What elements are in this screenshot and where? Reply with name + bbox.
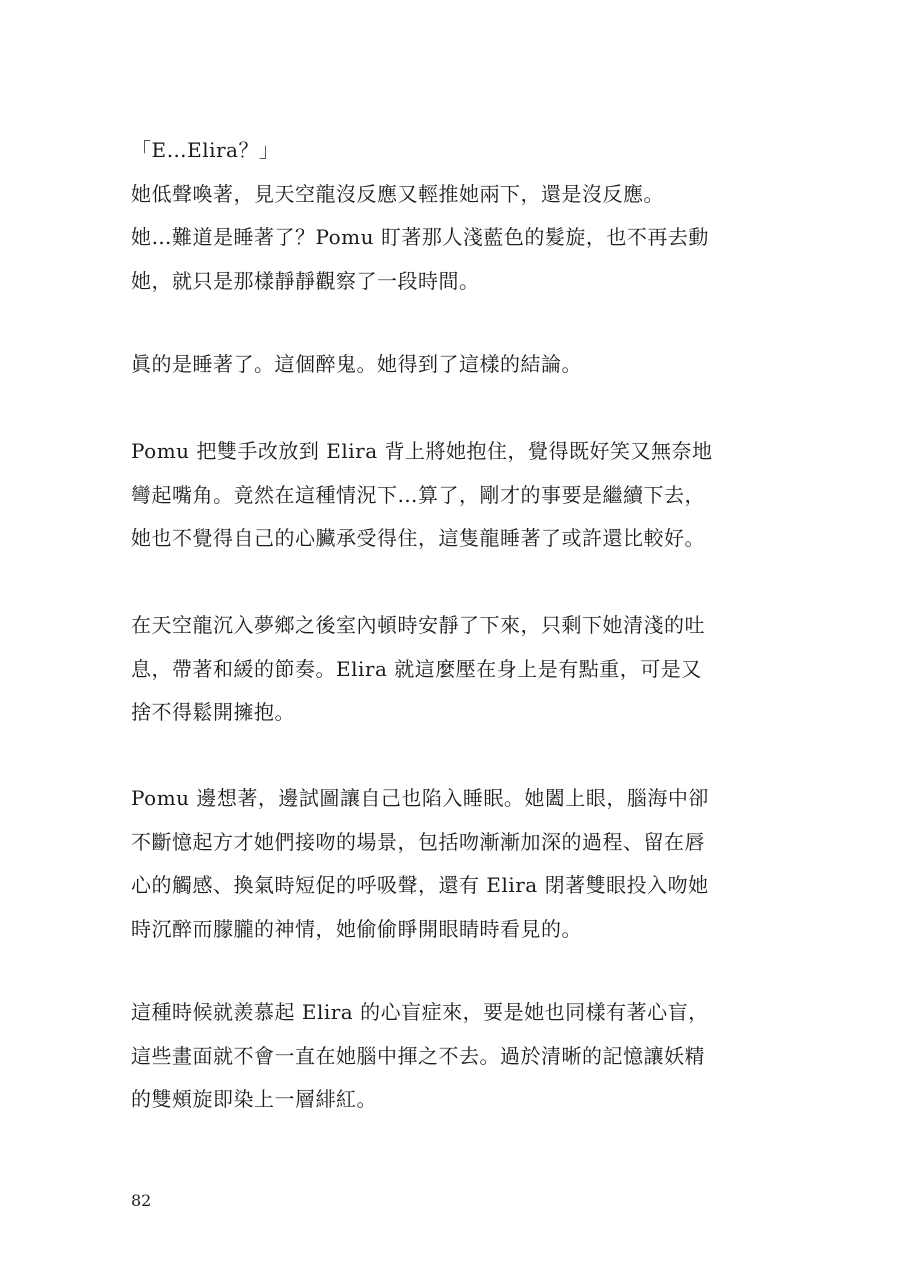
- text-line: 在天空龍沉入夢鄉之後室內頓時安靜了下來，只剩下她清淺的吐: [131, 613, 705, 637]
- paragraph-1: [131, 129, 751, 303]
- text-line: Pomu 把雙手改放到 Elira 背上將她抱住，覺得既好笑又無奈地: [131, 439, 713, 463]
- text-line: Pomu 邊想著，邊試圖讓自己也陷入睡眠。她闔上眼，腦海中卻: [131, 786, 709, 810]
- text-line: 息，帶著和緩的節奏。Elira 就這麼壓在身上是有點重，可是又: [131, 656, 702, 681]
- text-line: 這些畫面就不會一直在她腦中揮之不去。過於清晰的記憶讓妖精: [131, 1043, 705, 1068]
- text-line: 她，就只是那樣靜靜觀察了一段時間。: [131, 268, 480, 293]
- text-line: 心的觸感、換氣時短促的呼吸聲，還有 Elira 閉著雙眼投入吻她: [131, 873, 709, 897]
- text-line: 彎起嘴角。竟然在這種情況下…算了，剛才的事要是繼續下去，: [131, 482, 705, 507]
- text-line: 時沉醉而朦朧的神情，她偷偷睜開眼睛時看見的。: [131, 916, 582, 941]
- text-line: 這種時候就羨慕起 Elira 的心盲症來，要是她也同樣有著心盲，: [131, 1000, 709, 1024]
- text-line: 「E…Elira？」: [131, 138, 280, 162]
- text-line: 眞的是睡著了。這個醉鬼。她得到了這樣的結論。: [131, 352, 582, 376]
- text-line: 她低聲喚著，見天空龍沒反應又輕推她兩下，還是沒反應。: [131, 181, 664, 206]
- paragraph-4: [131, 604, 751, 735]
- text-line: 的雙頰旋即染上一層緋紅。: [131, 1087, 377, 1111]
- text-line: 捨不得鬆開擁抱。: [131, 700, 295, 724]
- text-line: 她也不覺得自己的心臟承受得住，這隻龍睡著了或許還比較好。: [131, 526, 705, 550]
- paragraph-3: [131, 430, 751, 561]
- text-line: 她…難道是睡著了？Pomu 盯著那人淺藍色的髮旋，也不再去動: [131, 225, 709, 249]
- paragraph-2: [131, 343, 751, 387]
- text-line: 不斷憶起方才她們接吻的場景，包括吻漸漸加深的過程、留在唇: [131, 829, 705, 854]
- page-number: 82: [131, 1191, 152, 1210]
- paragraph-6: [131, 991, 751, 1122]
- paragraph-5: [131, 777, 751, 951]
